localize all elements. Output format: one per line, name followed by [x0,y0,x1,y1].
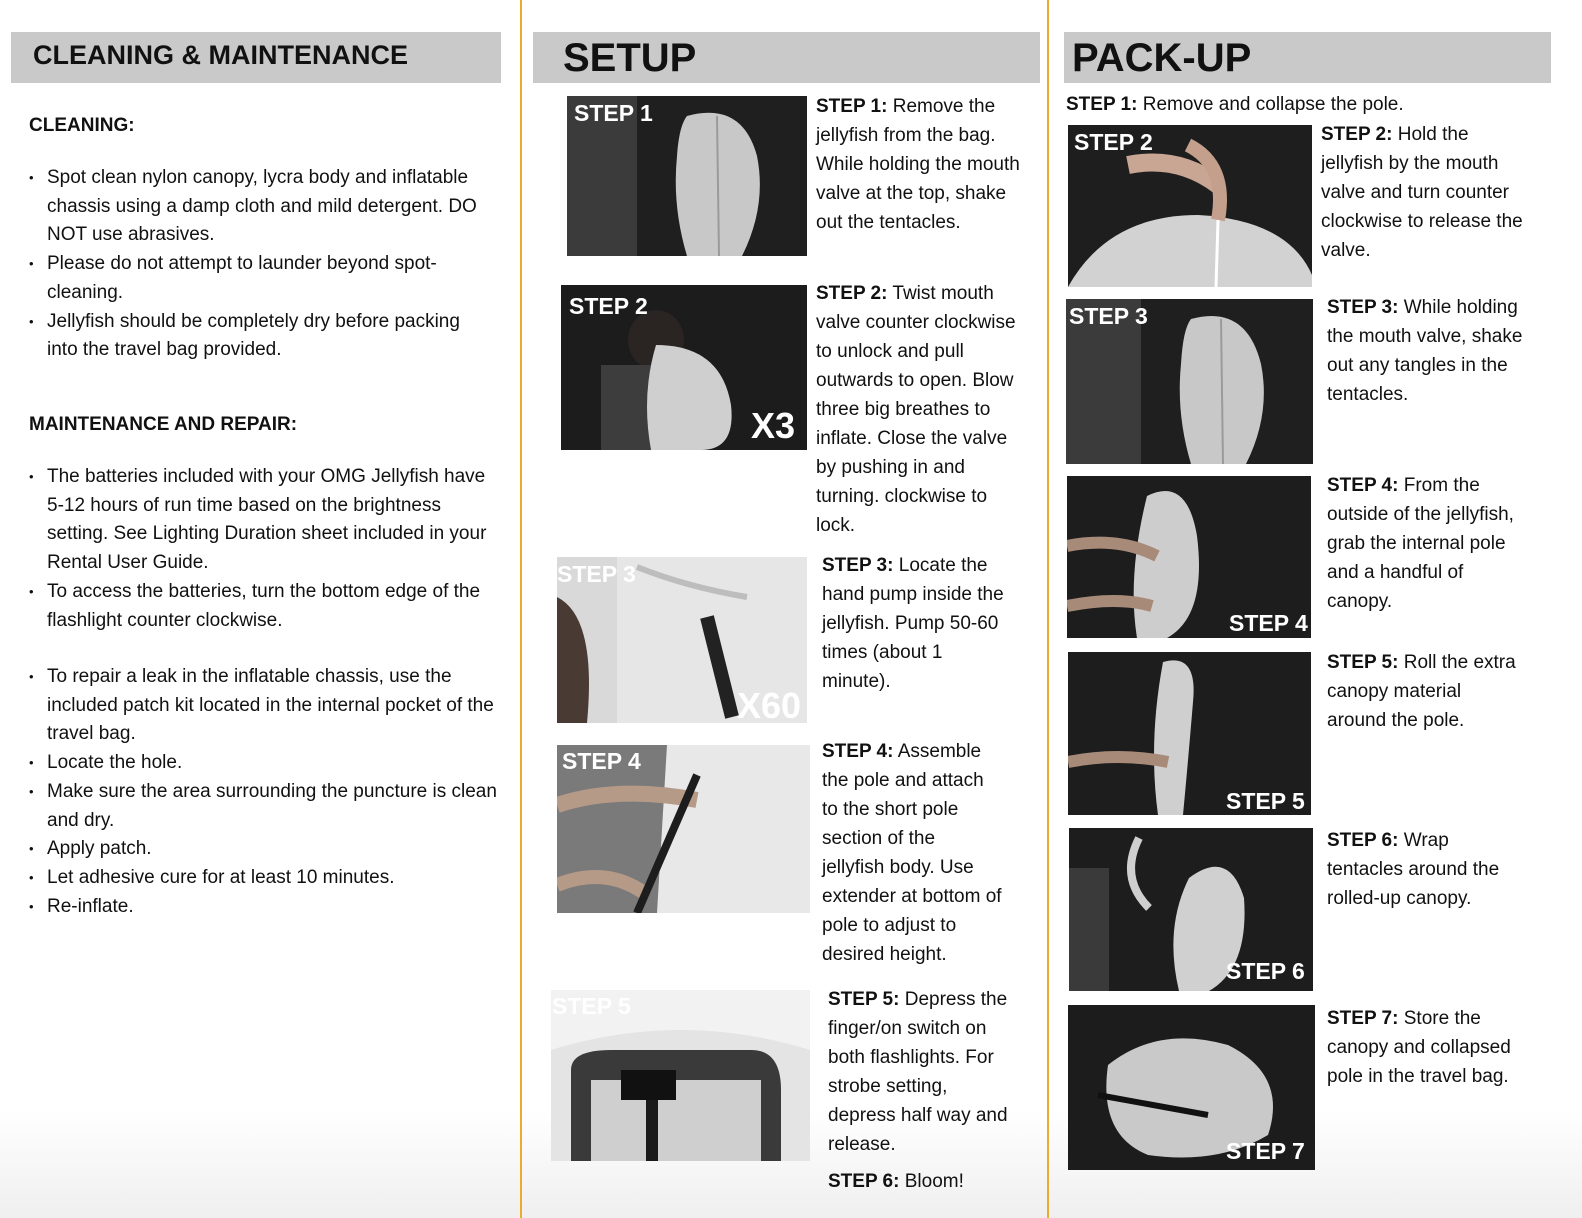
packup-header [1064,32,1551,83]
step-description: Wrap tentacles around the rolled-up canopy. [1327,830,1500,909]
repair-list [29,663,499,921]
step-description: From the outside of the jellyfish, grab the internal pole and a handful of canopy. [1327,475,1514,612]
photo-label: STEP 1 [574,100,653,126]
step-description: Bloom! [904,1171,964,1192]
setup-step4-text [822,737,1002,969]
step-description: Remove and collapse the pole. [1142,94,1404,115]
step-description: Remove the jellyfish from the bag. While holding the mouth valve at the top, shake out the tentacles. [816,96,1020,233]
step-label: STEP 6: [828,1171,900,1192]
step-description: Twist mouth valve counter clockwise to unlock and pull outwards to open. Blow three big breathes to inflate. Close the valve by pushing in and turning. clockwise to lock. [816,283,1016,536]
list-item: • Please do not attempt to launder beyond spot-cleaning. [29,250,494,307]
list-item: • Make sure the area surrounding the puncture is clean and dry. [29,778,499,835]
photo-multiplier: X3 [751,405,796,446]
photo-label: STEP 6 [1226,958,1305,984]
step-label: STEP 3: [1327,297,1399,318]
step-label: STEP 1: [1066,94,1138,115]
list-item: • Apply patch. [29,835,499,864]
photo-label: STEP 4 [1229,610,1308,636]
packup-step3-text [1327,293,1527,409]
photo-label: STEP 2 [1074,129,1153,155]
packup-step6-photo [1069,828,1313,991]
step-description: While holding the mouth valve, shake out any tangles in the tentacles. [1327,297,1523,405]
cleaning-list [29,164,494,365]
cleaning-title: CLEANING & MAINTENANCE [33,40,408,70]
setup-step5-photo [551,990,810,1161]
step-label: STEP 5: [828,989,900,1010]
list-item: • Spot clean nylon canopy, lycra body and inflatable chassis using a damp cloth and mild detergent. DO NOT use abrasives. [29,164,494,250]
packup-step4-photo [1067,476,1311,638]
step-description: Roll the extra canopy material around the pole. [1327,652,1516,731]
setup-step1-text [816,92,1021,237]
column-divider-1 [520,0,522,1218]
packup-step2-text [1321,120,1531,265]
list-item: • Re-inflate. [29,893,499,922]
list-item: • To access the batteries, turn the bottom edge of the flashlight counter clockwise. [29,578,489,635]
setup-step2-photo [561,285,807,450]
list-item: • To repair a leak in the inflatable chassis, use the included patch kit located in the internal pocket of the travel bag. [29,663,499,749]
step-description: Store the canopy and collapsed pole in the travel bag. [1327,1008,1511,1087]
step-label: STEP 4: [1327,475,1399,496]
step-label: STEP 2: [1321,124,1393,145]
packup-step5-photo [1068,652,1311,815]
step-description: Assemble the pole and attach to the short pole section of the jellyfish body. Use extender at bottom of pole to adjust to desired height. [822,741,1002,965]
list-item: • Jellyfish should be completely dry before packing into the travel bag provided. [29,308,494,365]
photo-label: STEP 7 [1226,1138,1305,1164]
step-label: STEP 7: [1327,1008,1399,1029]
packup-step7-photo [1068,1005,1315,1170]
packup-step7-text [1327,1004,1527,1091]
list-item: • The batteries included with your OMG Jellyfish have 5-12 hours of run time based on the brightness setting. See Lighting Duration sheet included in your Rental User Guide. [29,463,489,578]
photo-label: STEP 4 [562,748,641,774]
list-item: • Let adhesive cure for at least 10 minutes. [29,864,499,893]
setup-step3-photo [557,557,807,723]
photo-label: STEP 3 [557,561,636,587]
step-label: STEP 1: [816,96,888,117]
setup-step3-text [822,551,1012,696]
setup-step5-text [828,985,1013,1159]
battery-list [29,463,489,635]
setup-step2-text [816,279,1021,540]
setup-title: SETUP [563,36,697,80]
cleaning-subheading: CLEANING: [29,115,135,136]
photo-multiplier: X60 [737,685,802,723]
cleaning-header [11,32,501,83]
step-label: STEP 6: [1327,830,1399,851]
packup-step1-text [1066,90,1546,119]
packup-step2-photo [1068,125,1312,287]
maintenance-subheading: MAINTENANCE AND REPAIR: [29,414,298,435]
step-description: Depress the finger/on switch on both flashlights. For strobe setting, depress half way and release. [828,989,1008,1155]
packup-step6-text [1327,826,1522,913]
step-description: Hold the jellyfish by the mouth valve and turn counter clockwise to release the valve. [1321,124,1523,261]
step-label: STEP 4: [822,741,894,762]
setup-step4-photo [557,745,810,913]
packup-title: PACK-UP [1072,36,1252,80]
setup-step6-text [828,1167,1018,1196]
step-label: STEP 3: [822,555,894,576]
list-item: • Locate the hole. [29,749,499,778]
step-label: STEP 2: [816,283,888,304]
photo-label: STEP 5 [1226,788,1305,814]
column-divider-2 [1047,0,1049,1218]
step-label: STEP 5: [1327,652,1399,673]
setup-header [533,32,1040,83]
packup-step3-photo [1066,299,1313,464]
photo-label: STEP 3 [1069,303,1148,329]
step-description: Locate the hand pump inside the jellyfish. Pump 50-60 times (about 1 minute). [822,555,1004,692]
setup-step1-photo [567,96,807,256]
packup-step4-text [1327,471,1522,616]
photo-label: STEP 5 [552,993,631,1019]
photo-label: STEP 2 [569,293,648,319]
packup-step5-text [1327,648,1522,735]
